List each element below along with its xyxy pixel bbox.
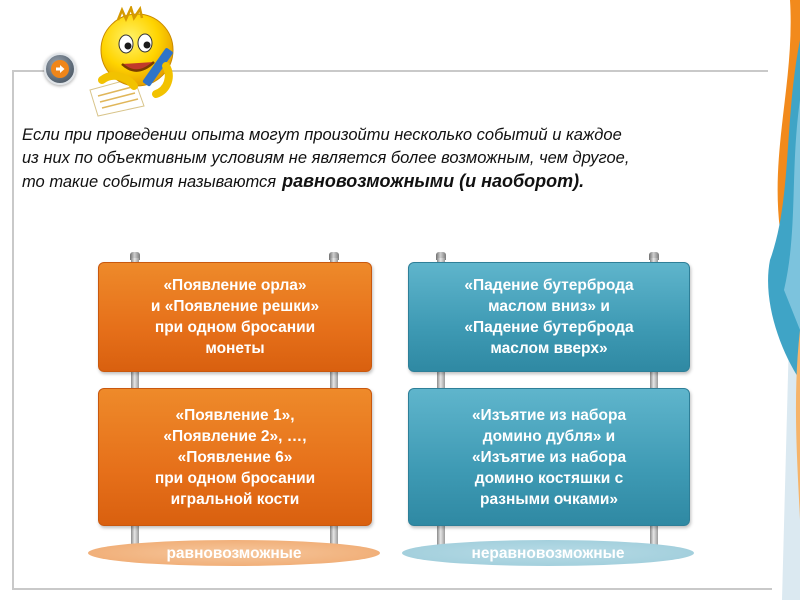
- sign-dice-events: [98, 388, 372, 526]
- frame-top-right: [168, 70, 768, 72]
- sign-line: «Изъятие из набора: [471, 448, 627, 466]
- sign-line: домино костяшки с: [474, 469, 624, 487]
- arrow-right-icon: [51, 60, 69, 78]
- label-not-equally-possible-text: неравновозможные: [471, 545, 625, 562]
- sign-line: домино дубля» и: [482, 427, 616, 445]
- sign-sandwich-events: [408, 262, 690, 372]
- sign-line: «Появление 6»: [177, 448, 293, 466]
- sign-coin-events: [98, 262, 372, 372]
- sign-line: игральной кости: [170, 490, 300, 508]
- label-equally-possible-text: равновозможные: [166, 545, 302, 562]
- sign-line: «Изъятие из набора: [471, 406, 627, 424]
- sign-line: при одном бросании: [154, 319, 316, 336]
- definition-emphasis: равновозможными (и наоборот).: [282, 171, 585, 191]
- next-slide-button[interactable]: [44, 53, 76, 85]
- sign-line: «Падение бутерброда: [464, 319, 634, 336]
- sign-line: «Появление орла»: [163, 277, 307, 294]
- definition-line-2: из них по объективным условиям не является более возможным, чем другое,: [22, 149, 630, 167]
- sign-domino-events: [408, 388, 690, 526]
- sign-line: «Появление 2», …,: [163, 427, 307, 445]
- sign-line: маслом вверх»: [490, 340, 608, 357]
- sign-line: разными очками»: [480, 490, 618, 508]
- sign-line: «Появление 1»,: [175, 406, 295, 424]
- definition-line-3-text: то такие события называются: [22, 173, 277, 191]
- definition-line-1: Если при проведении опыта могут произойти несколько событий и каждое: [22, 126, 622, 144]
- sign-line: монеты: [205, 340, 265, 357]
- label-equally-possible: [88, 540, 380, 566]
- definition-line-3: [22, 170, 782, 194]
- sign-line: маслом вниз» и: [488, 298, 610, 315]
- smiley-writing-icon: [82, 6, 182, 118]
- frame-bottom: [12, 588, 772, 590]
- sign-line: при одном бросании: [154, 469, 316, 487]
- decorative-ribbons: [740, 0, 800, 600]
- sign-line: и «Появление решки»: [150, 298, 320, 315]
- label-not-equally-possible: [402, 540, 694, 566]
- sign-line: «Падение бутерброда: [464, 277, 634, 294]
- definition-text: [22, 124, 782, 194]
- frame-left: [12, 70, 14, 590]
